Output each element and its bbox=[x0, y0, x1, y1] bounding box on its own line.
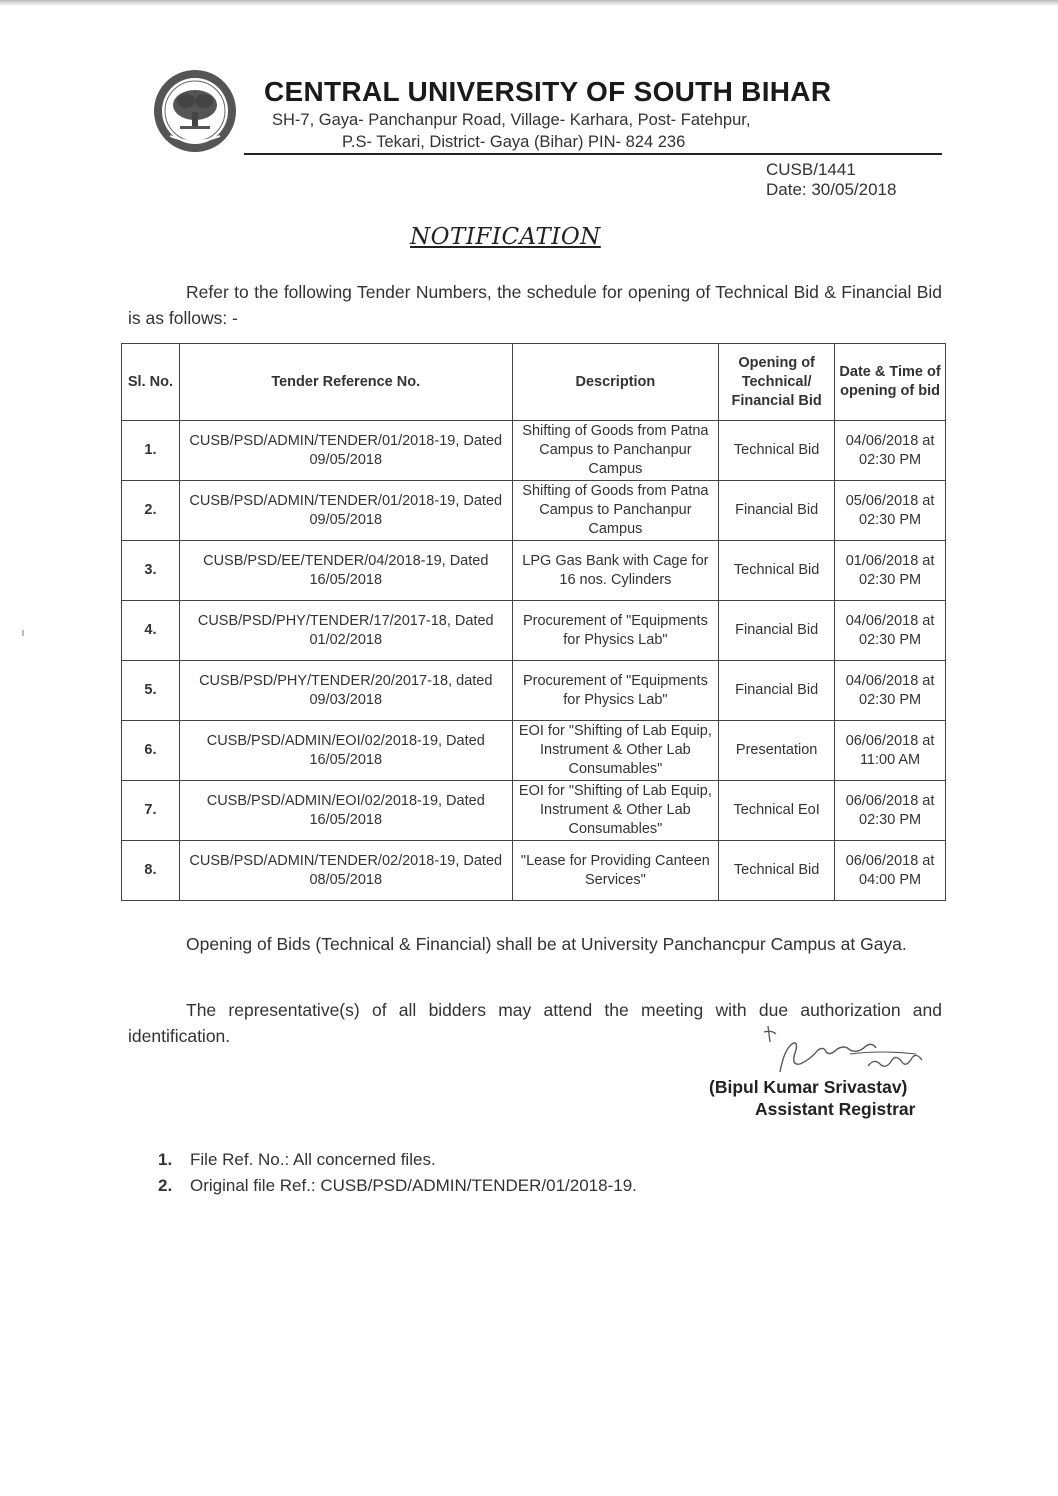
university-name: CENTRAL UNIVERSITY OF SOUTH BIHAR bbox=[264, 76, 832, 107]
cell-description: LPG Gas Bank with Cage for 16 nos. Cylinders bbox=[512, 541, 719, 601]
list-item-text: Original file Ref.: CUSB/PSD/ADMIN/TENDER/01/2018-19. bbox=[190, 1176, 637, 1195]
list-item-number: 2. bbox=[158, 1176, 173, 1195]
cell-sl: 8. bbox=[122, 841, 180, 901]
cell-tender-ref: CUSB/PSD/ADMIN/EOI/02/2018-19, Dated 16/05/2018 bbox=[179, 781, 512, 841]
table-row bbox=[122, 841, 946, 901]
col-header-tender-ref: Tender Reference No. bbox=[179, 344, 512, 421]
address-line-1: SH-7, Gaya- Panchanpur Road, Village- Karhara, Post- Fatehpur, bbox=[272, 111, 751, 129]
cell-sl: 6. bbox=[122, 721, 180, 781]
col-header-description: Description bbox=[512, 344, 719, 421]
notification-date: Date: 30/05/2018 bbox=[766, 180, 897, 199]
scan-edge bbox=[0, 0, 1058, 6]
cell-description: Procurement of "Equipments for Physics Lab" bbox=[512, 601, 719, 661]
cell-datetime: 06/06/2018 at 04:00 PM bbox=[835, 841, 946, 901]
cell-bid-type: Financial Bid bbox=[719, 481, 835, 541]
cell-description: Shifting of Goods from Patna Campus to Panchanpur Campus bbox=[512, 481, 719, 541]
list-item bbox=[150, 1147, 637, 1173]
cell-description: Shifting of Goods from Patna Campus to Panchanpur Campus bbox=[512, 421, 719, 481]
attendance-paragraph: The representative(s) of all bidders may attend the meeting with due authorization and identification. bbox=[128, 1000, 942, 1046]
cell-bid-type: Presentation bbox=[719, 721, 835, 781]
cell-sl: 1. bbox=[122, 421, 180, 481]
university-logo bbox=[152, 68, 238, 154]
cell-sl: 3. bbox=[122, 541, 180, 601]
reference-number: CUSB/1441 bbox=[766, 160, 856, 179]
cell-datetime: 06/06/2018 at 11:00 AM bbox=[835, 721, 946, 781]
cell-sl: 7. bbox=[122, 781, 180, 841]
list-item bbox=[150, 1173, 637, 1199]
col-header-datetime: Date & Time of opening of bid bbox=[835, 344, 946, 421]
cell-bid-type: Technical Bid bbox=[719, 841, 835, 901]
cell-tender-ref: CUSB/PSD/ADMIN/TENDER/01/2018-19, Dated 09/05/2018 bbox=[179, 481, 512, 541]
scan-mark bbox=[22, 630, 24, 636]
intro-paragraph: Refer to the following Tender Numbers, the schedule for opening of Technical Bid & Financial Bid is as follows: - bbox=[128, 282, 942, 328]
signatory-name: (Bipul Kumar Srivastav) bbox=[709, 1077, 908, 1097]
cell-bid-type: Financial Bid bbox=[719, 661, 835, 721]
table-row bbox=[122, 781, 946, 841]
cell-datetime: 04/06/2018 at 02:30 PM bbox=[835, 421, 946, 481]
cell-description: EOI for "Shifting of Lab Equip, Instrument & Other Lab Consumables" bbox=[512, 781, 719, 841]
cell-tender-ref: CUSB/PSD/EE/TENDER/04/2018-19, Dated 16/05/2018 bbox=[179, 541, 512, 601]
table-header-row bbox=[122, 344, 946, 421]
cell-datetime: 01/06/2018 at 02:30 PM bbox=[835, 541, 946, 601]
list-item-number: 1. bbox=[158, 1150, 173, 1169]
header-rule bbox=[244, 153, 942, 155]
col-header-sl: Sl. No. bbox=[122, 344, 180, 421]
cell-datetime: 05/06/2018 at 02:30 PM bbox=[835, 481, 946, 541]
cell-tender-ref: CUSB/PSD/ADMIN/TENDER/02/2018-19, Dated 08/05/2018 bbox=[179, 841, 512, 901]
cell-tender-ref: CUSB/PSD/ADMIN/TENDER/01/2018-19, Dated 09/05/2018 bbox=[179, 421, 512, 481]
table-row bbox=[122, 541, 946, 601]
cell-description: EOI for "Shifting of Lab Equip, Instrument & Other Lab Consumables" bbox=[512, 721, 719, 781]
cell-tender-ref: CUSB/PSD/PHY/TENDER/20/2017-18, dated 09/03/2018 bbox=[179, 661, 512, 721]
list-item-text: File Ref. No.: All concerned files. bbox=[190, 1150, 436, 1169]
tender-table bbox=[121, 343, 946, 901]
cell-datetime: 04/06/2018 at 02:30 PM bbox=[835, 661, 946, 721]
table-row bbox=[122, 421, 946, 481]
reference-list bbox=[150, 1147, 637, 1199]
cell-description: "Lease for Providing Canteen Services" bbox=[512, 841, 719, 901]
page-title: NOTIFICATION bbox=[410, 224, 601, 250]
table-row bbox=[122, 601, 946, 661]
cell-datetime: 06/06/2018 at 02:30 PM bbox=[835, 781, 946, 841]
table-row bbox=[122, 721, 946, 781]
cell-bid-type: Financial Bid bbox=[719, 601, 835, 661]
cell-sl: 2. bbox=[122, 481, 180, 541]
cell-sl: 4. bbox=[122, 601, 180, 661]
table-row bbox=[122, 661, 946, 721]
cell-datetime: 04/06/2018 at 02:30 PM bbox=[835, 601, 946, 661]
handwritten-signature bbox=[740, 1020, 950, 1080]
cell-description: Procurement of "Equipments for Physics Lab" bbox=[512, 661, 719, 721]
cell-bid-type: Technical Bid bbox=[719, 421, 835, 481]
venue-paragraph: Opening of Bids (Technical & Financial) shall be at University Panchancpur Campus at Gaya. bbox=[186, 934, 907, 954]
address-line-2: P.S- Tekari, District- Gaya (Bihar) PIN- 824 236 bbox=[342, 133, 686, 151]
cell-tender-ref: CUSB/PSD/ADMIN/EOI/02/2018-19, Dated 16/05/2018 bbox=[179, 721, 512, 781]
table-row bbox=[122, 481, 946, 541]
signatory-designation: Assistant Registrar bbox=[755, 1099, 916, 1119]
cell-bid-type: Technical EoI bbox=[719, 781, 835, 841]
cell-bid-type: Technical Bid bbox=[719, 541, 835, 601]
cell-tender-ref: CUSB/PSD/PHY/TENDER/17/2017-18, Dated 01/02/2018 bbox=[179, 601, 512, 661]
cell-sl: 5. bbox=[122, 661, 180, 721]
col-header-bid-type: Opening of Technical/ Financial Bid bbox=[719, 344, 835, 421]
